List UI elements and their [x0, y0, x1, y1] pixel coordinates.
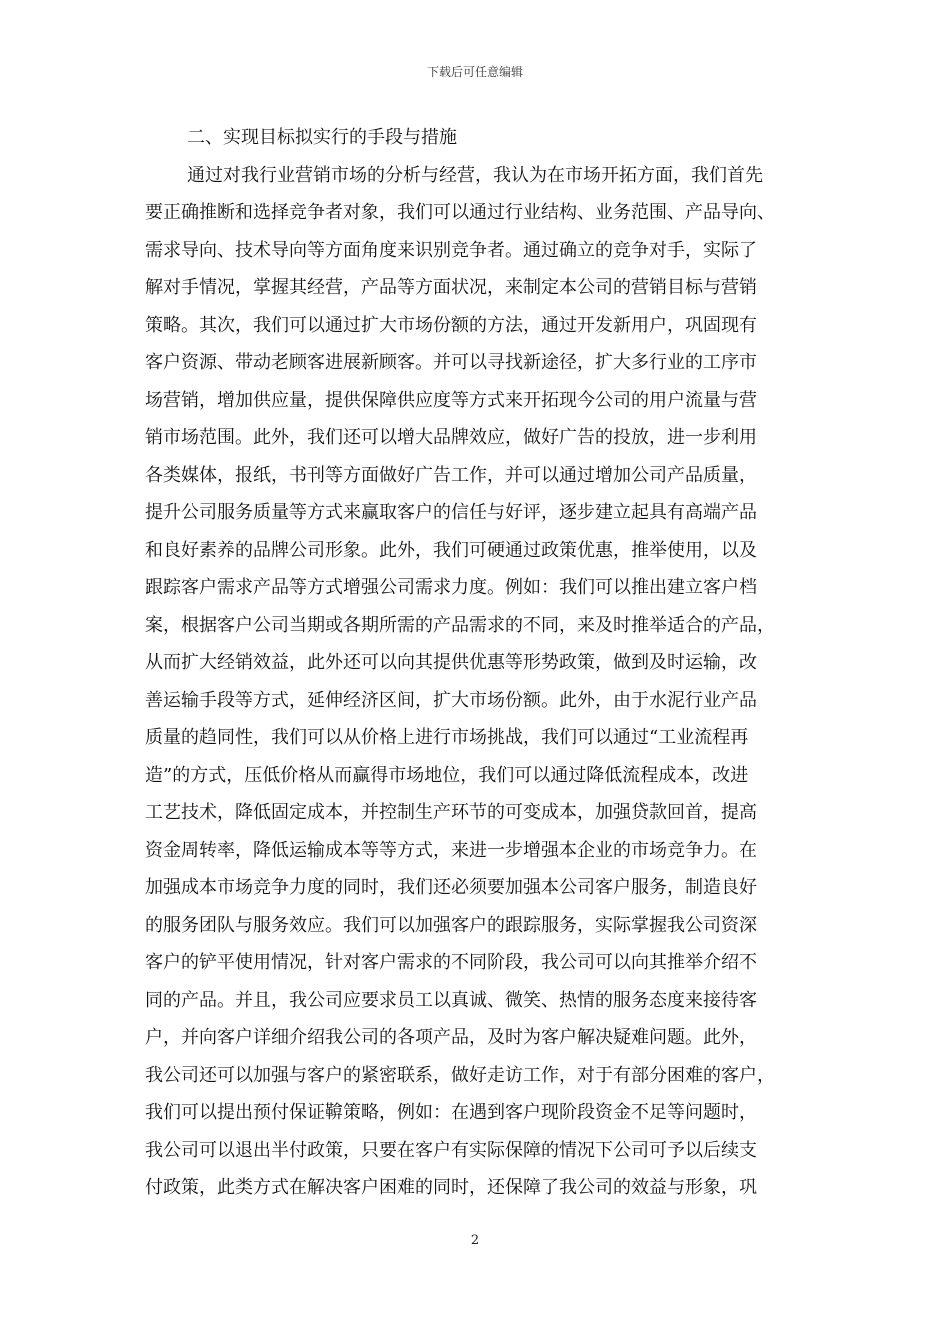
paragraph-line: 造”的方式，压低价格从而赢得市场地位，我们可以通过降低流程成本，改进 — [145, 764, 749, 786]
paragraph-line: 案，根据客户公司当期或各期所需的产品需求的不同，来及时推举适合的产品， — [145, 614, 775, 636]
paragraph-line: 加强成本市场竞争力度的同时，我们还必须要加强本公司客户服务，制造良好 — [145, 877, 757, 898]
paragraph-line: 付政策，此类方式在解决客户困难的同时，还保障了我公司的效益与形象，巩 — [145, 1177, 757, 1198]
paragraph-line: 要正确推断和选择竞争者对象，我们可以通过行业结构、业务范围、产品导向、 — [145, 202, 775, 223]
paragraph-line: 和良好素养的品牌公司形象。此外，我们可硬通过政策优惠，推举使用，以及 — [145, 539, 757, 561]
paragraph-line: 质量的趋同性，我们可以从价格上进行市场挑战，我们可以通过“工业流程再 — [145, 727, 749, 748]
paragraph-line: 的服务团队与服务效应。我们可以加强客户的跟踪服务，实际掌握我公司资深 — [145, 914, 757, 936]
paragraph-line: 我们可以提出预付保证鞥策略，例如：在遇到客户现阶段资金不足等问题时， — [145, 1102, 757, 1123]
paragraph-line: 资金周转率，降低运输成本等等方式，来进一步增强本企业的市场竞争力。在 — [145, 839, 757, 861]
paragraph-line: 场营销，增加供应量，提供保障供应度等方式来开拓现今公司的用户流量与营 — [145, 389, 757, 411]
paragraph-line: 销市场范围。此外，我们还可以增大品牌效应，做好广告的投放，进一步利用 — [145, 427, 757, 448]
paragraph-line: 从而扩大经销效益，此外还可以向其提供优惠等形势政策，做到及时运输，改 — [145, 652, 757, 673]
document-body — [145, 119, 805, 1207]
paragraph-line: 提升公司服务质量等方式来赢取客户的信任与好评，逐步建立起具有高端产品 — [145, 502, 757, 523]
paragraph-line: 客户资源、带动老顾客进展新顾客。并可以寻找新途径，扩大多行业的工序市 — [145, 352, 757, 373]
paragraph-line: 需求导向、技术导向等方面角度来识别竞争者。通过确立的竞争对手，实际了 — [145, 239, 757, 261]
paragraph-line: 客户的铲平使用情况，针对客户需求的不同阶段，我公司可以向其推举介绍不 — [145, 952, 757, 973]
paragraph-line: 同的产品。并且，我公司应要求员工以真诚、微笑、热情的服务态度来接待客 — [145, 989, 757, 1011]
paragraph-line: 我公司还可以加强与客户的紧密联系，做好走访工作，对于有部分困难的客户， — [145, 1064, 775, 1086]
paragraph-line: 通过对我行业营销市场的分析与经营，我认为在市场开拓方面，我们首先 — [187, 164, 763, 186]
page-header: 下载后可任意编辑 — [426, 65, 523, 79]
paragraph — [145, 157, 805, 1207]
paragraph-line: 解对手情况，掌握其经营，产品等方面状况，来制定本公司的营销目标与营销 — [145, 277, 757, 298]
paragraph-line: 工艺技术，降低固定成本，并控制生产环节的可变成本，加强贷款回首，提高 — [145, 802, 757, 823]
paragraph-line: 各类媒体，报纸，书刊等方面做好广告工作，并可以通过增加公司产品质量， — [145, 464, 757, 486]
paragraph-line: 我公司可以退出半付政策，只要在客户有实际保障的情况下公司可予以后续支 — [145, 1139, 757, 1161]
paragraph-line: 善运输手段等方式，延伸经济区间，扩大市场份额。此外，由于水泥行业产品 — [145, 689, 757, 711]
paragraph-line: 户，并向客户详细介绍我公司的各项产品，及时为客户解决疑难问题。此外， — [145, 1027, 757, 1048]
paragraph-line: 策略。其次，我们可以通过扩大市场份额的方法，通过开发新用户，巩固现有 — [145, 314, 757, 336]
section-heading: 二、实现目标拟实行的手段与措施 — [187, 127, 457, 148]
page-number: 2 — [470, 1233, 480, 1248]
paragraph-line: 跟踪客户需求产品等方式增强公司需求力度。例如：我们可以推出建立客户档 — [145, 577, 757, 598]
